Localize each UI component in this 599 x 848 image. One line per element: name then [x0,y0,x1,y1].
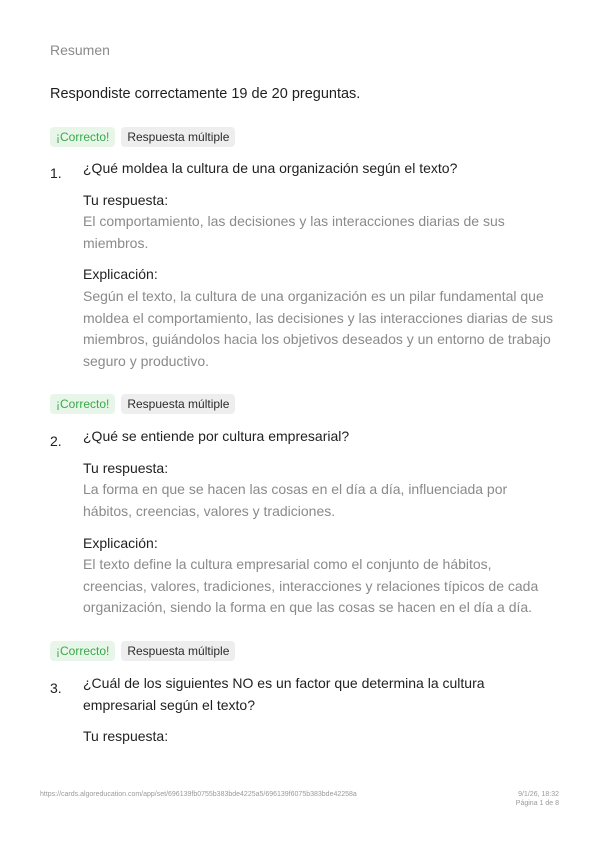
question-type-badge: Respuesta múltiple [121,127,235,147]
question-3-tags [50,641,235,661]
question-number: 3. [50,680,62,696]
status-badge: ¡Correcto! [50,127,115,147]
question-text: ¿Cuál de los siguientes NO es un factor que determina la cultura empresarial según el texto? [83,675,485,713]
explanation-label: Explicación: [83,266,158,282]
question-type-badge: Respuesta múltiple [121,394,235,414]
footer-date: 9/1/26, 18:32 [518,791,559,798]
question-2-tags [50,394,235,414]
question-number: 1. [50,165,62,181]
footer-url: https://cards.algoreducation.com/app/set/696139fb0755b383bde4225a5/696139f6075b383bde42258a [40,791,357,798]
status-badge: ¡Correcto! [50,641,115,661]
summary-heading: Resumen [50,42,110,58]
question-number: 2. [50,433,62,449]
question-text: ¿Qué moldea la cultura de una organización según el texto? [83,160,458,176]
footer-meta [516,790,559,808]
footer-page-number: Página 1 de 8 [515,800,559,807]
answer-label: Tu respuesta: [83,192,169,208]
score-summary: Respondiste correctamente 19 de 20 preguntas. [50,86,361,102]
question-text: ¿Qué se entiende por cultura empresarial? [83,428,350,444]
status-badge: ¡Correcto! [50,394,115,414]
answer-label: Tu respuesta: [83,728,169,744]
answer-text: La forma en que se hacen las cosas en el día a día, influenciada por hábitos, creencias, valores y tradiciones. [83,481,508,519]
question-type-badge: Respuesta múltiple [121,641,235,661]
explanation-label: Explicación: [83,535,158,551]
answer-label: Tu respuesta: [83,460,169,476]
explanation-text: El texto define la cultura empresarial como el conjunto de hábitos, creencias, valores, tradiciones, interacciones y relaciones típicos de cada organización, siendo la forma en que las cosas se hacen en el día a día. [83,556,539,615]
question-1-tags [50,127,235,147]
explanation-text: Según el texto, la cultura de una organización es un pilar fundamental que moldea el comportamiento, las decisiones y las interacciones diarias de sus miembros, guiándolos hacia los objetivos deseados y un entorno de trabajo seguro y productivo. [83,288,554,369]
answer-text: El comportamiento, las decisiones y las interacciones diarias de sus miembros. [83,213,505,251]
